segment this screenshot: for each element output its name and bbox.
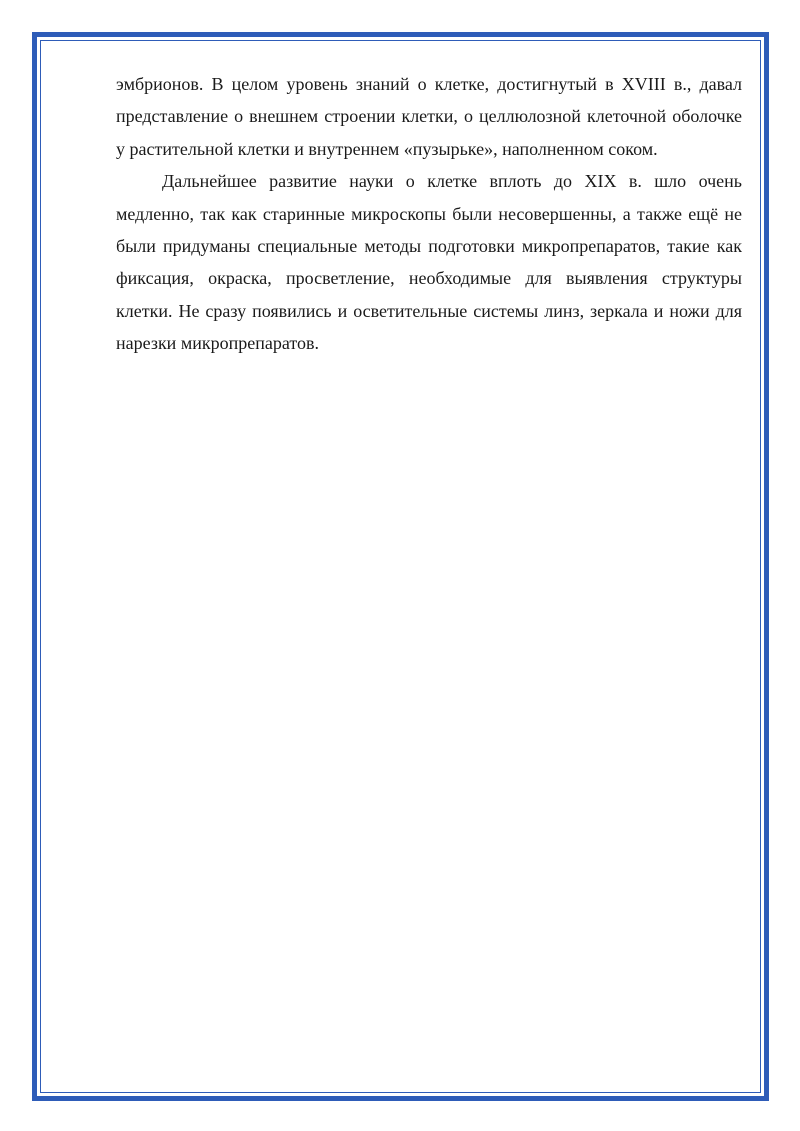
paragraph-continuation: эмбрионов. В целом уровень знаний о клетке, достигнутый в XVIII в., давал представление о внешнем строении клетки, о целлюлозной клеточной оболочке у растительной клетки и внутреннем «пузырьке», наполненном соком. xyxy=(116,74,742,159)
paragraph-cell-science-development: Дальнейшее развитие науки о клетке вплоть до XIX в. шло очень медленно, так как старинные микроскопы были несовершенны, а также ещё не были придуманы специальные методы подготовки микропрепаратов, такие как фиксация, окраска, просветление, необходимые для выявления структуры клетки. Не сразу появились и осветительные системы линз, зеркала и ножи для нарезки микропрепаратов. xyxy=(116,171,742,354)
document-body xyxy=(116,68,742,360)
